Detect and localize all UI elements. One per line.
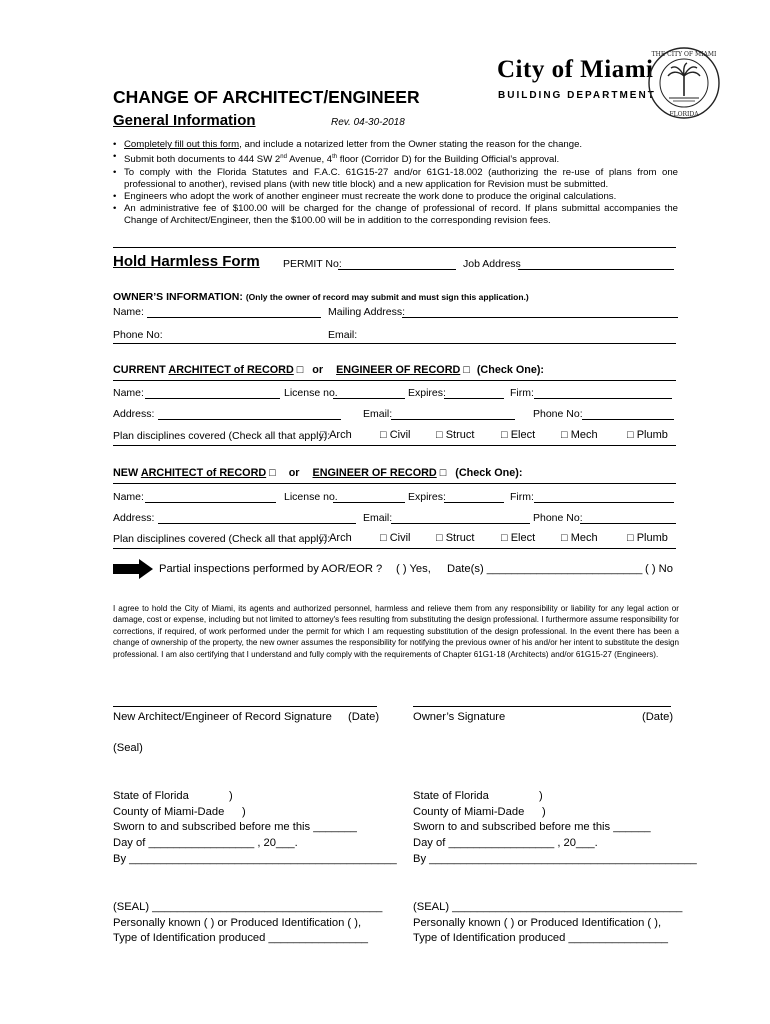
new-check-one: (Check One): [455, 467, 523, 479]
new-name-label: Name: [113, 491, 144, 503]
current-name-field[interactable] [145, 387, 280, 399]
checkbox-icon[interactable]: □ [296, 364, 304, 376]
new-name-field[interactable] [145, 491, 276, 503]
identification-line[interactable]: Personally known ( ) or Produced Identification ( ), [113, 916, 362, 929]
current-license-field[interactable] [333, 387, 405, 399]
permit-label: PERMIT No: [283, 258, 342, 270]
new-architect-signature-label: New Architect/Engineer of Record Signature [113, 711, 332, 723]
divider [113, 548, 676, 549]
divider [113, 483, 676, 484]
new-license-field[interactable] [333, 491, 405, 503]
owner-date-label: (Date) [642, 711, 674, 723]
current-email-field[interactable] [391, 408, 515, 420]
current-phone-label: Phone No: [533, 408, 583, 420]
current-plumb-checkbox[interactable]: □ Plumb [627, 429, 668, 441]
sworn-line[interactable]: Sworn to and subscribed before me this _______ [113, 821, 357, 834]
permit-field[interactable] [338, 258, 456, 270]
new-plumb-checkbox[interactable]: □ Plumb [627, 532, 668, 544]
current-phone-field[interactable] [582, 408, 674, 420]
new-address-label: Address: [113, 512, 155, 524]
new-or: or [288, 467, 300, 479]
by-line[interactable]: By ___________________________________________ [413, 852, 697, 865]
current-plan-disciplines-label: Plan disciplines covered (Check all that apply): [113, 430, 331, 442]
partial-no-option[interactable]: ( ) No [645, 563, 673, 575]
owner-email-label: Email: [328, 329, 358, 341]
partial-inspections-question: Partial inspections performed by AOR/EOR ? [159, 563, 383, 575]
identification-type-line[interactable]: Type of Identification produced ________________ [113, 932, 369, 945]
notary-seal-line[interactable]: (SEAL) _____________________________________ [413, 901, 683, 913]
current-struct-checkbox[interactable]: □ Struct [436, 429, 475, 441]
owner-note: (Only the owner of record may submit and must sign this application.) [245, 292, 529, 302]
new-plan-disciplines-label: Plan disciplines covered (Check all that apply): [113, 533, 331, 545]
city-seal-icon [647, 46, 721, 120]
current-firm-field[interactable] [534, 387, 672, 399]
current-prefix: CURRENT [113, 364, 166, 376]
fill-out-instruction: Completely fill out this form [124, 139, 240, 150]
new-license-label: License no. [284, 491, 338, 503]
new-civil-checkbox[interactable]: □ Civil [380, 532, 411, 544]
notary-block-right [413, 789, 697, 867]
paren: ) [542, 805, 546, 818]
list-item [113, 151, 678, 166]
list-item [113, 139, 678, 151]
current-check-one: (Check One): [476, 364, 545, 376]
submit-text-a: Submit both documents to 444 SW 2 [124, 154, 281, 166]
new-mech-checkbox[interactable]: □ Mech [561, 532, 598, 544]
sworn-line[interactable]: Sworn to and subscribed before me this ______ [413, 821, 651, 834]
owner-name-label: Name: [113, 306, 144, 318]
hold-harmless-heading: Hold Harmless Form [113, 253, 260, 270]
current-name-label: Name: [113, 387, 144, 399]
checkbox-icon[interactable]: □ [269, 467, 276, 479]
new-firm-label: Firm: [510, 491, 534, 503]
superscript: th [332, 154, 338, 161]
new-firm-field[interactable] [534, 491, 674, 503]
svg-text:THE CITY OF MIAMI: THE CITY OF MIAMI [651, 51, 717, 58]
current-architect-heading [113, 364, 544, 376]
notary-block-left [113, 789, 397, 867]
page-title: CHANGE OF ARCHITECT/ENGINEER [113, 87, 420, 107]
current-license-label: License no. [284, 387, 338, 399]
new-email-label: Email: [363, 512, 393, 524]
svg-text:FLORIDA: FLORIDA [669, 111, 699, 118]
revision-date: Rev. 04-30-2018 [331, 117, 405, 128]
divider [113, 380, 676, 381]
job-address-label: Job Address [463, 258, 521, 270]
divider [113, 445, 676, 446]
owner-name-field[interactable] [147, 306, 321, 318]
day-of-line[interactable]: Day of _________________ , 20___. [413, 837, 598, 850]
new-architect-signature-line[interactable] [113, 706, 377, 707]
new-struct-checkbox[interactable]: □ Struct [436, 532, 475, 544]
general-info-list [113, 139, 678, 228]
mailing-address-label: Mailing Address: [328, 306, 406, 318]
arrow-right-icon [113, 559, 153, 579]
owner-heading [113, 291, 529, 303]
job-address-field[interactable] [518, 258, 674, 270]
notary-seal-left [113, 900, 382, 947]
current-eng-label: ENGINEER OF RECORD [336, 364, 461, 376]
list-item: • To comply with the Florida Statutes and F.A.C. 61G15-27 and/or 61G1-18.002 (authorizing the re-use of plans from one professional to another), revised plans (with new title block) and a new application for Revision must be submitted. [113, 167, 678, 191]
current-arch-checkbox[interactable]: □ Arch [320, 429, 352, 441]
new-prefix: NEW [113, 467, 139, 479]
county-label: County of Miami-Dade [113, 805, 225, 818]
checkbox-icon[interactable]: □ [439, 467, 447, 479]
paren: ) [229, 790, 233, 802]
paren: ) [242, 805, 246, 818]
fill-out-rest: , and include a notarized letter from the Owner stating the reason for the change. [239, 139, 583, 150]
new-elect-checkbox[interactable]: □ Elect [501, 532, 536, 544]
owner-phone-email-line[interactable] [113, 343, 676, 344]
owner-heading-label: OWNER’S INFORMATION: [113, 291, 243, 303]
new-expires-field[interactable] [444, 491, 504, 503]
submit-text-b: Avenue, 4 [286, 154, 333, 166]
current-expires-field[interactable] [444, 387, 504, 399]
current-address-field[interactable] [158, 408, 341, 420]
notary-seal-line[interactable]: (SEAL) _____________________________________ [113, 901, 383, 913]
notary-seal-right [413, 900, 682, 947]
current-or: or [312, 364, 324, 376]
new-phone-label: Phone No: [533, 512, 583, 524]
partial-dates-field[interactable]: Date(s) _________________________ [447, 563, 643, 575]
state-label: State of Florida [113, 790, 189, 802]
list-item: • Engineers who adopt the work of another engineer must recreate the work done to produce the original calculations. [113, 191, 678, 203]
general-info-heading: General Information [113, 112, 256, 129]
paren: ) [539, 790, 543, 802]
new-architect-heading [113, 467, 522, 479]
seal-label: (Seal) [113, 742, 143, 754]
new-architect-date-label: (Date) [348, 711, 380, 723]
new-email-field[interactable] [391, 512, 530, 524]
by-line[interactable]: By ___________________________________________ [113, 852, 397, 865]
owner-phone-label: Phone No: [113, 329, 163, 341]
superscript: nd [280, 154, 287, 161]
current-address-label: Address: [113, 408, 155, 420]
hold-harmless-agreement: I agree to hold the City of Miami, its agents and authorized personnel, harmless and relieve them from any responsibility or liability for any legal action or damage, cost or expense, including but not limited to attorney's fees resulting from substituting the design professional. I furthermore assume responsibility for corrections, if required, of work performed under the permit for which I am requesting substitution of the design professional. In the event there has been a change of ownership of the property, the new owner assumes the responsibility for notifying the previous owner of his and/or her intent to substitute the design professional. I am also certifying that I understand and fully comply with the requirements of Chapter 61G1-18 (Architects) and/or 61G15-27 (Engineers). [113, 604, 679, 659]
partial-yes-option[interactable]: ( ) Yes, [396, 563, 431, 575]
new-eng-label: ENGINEER OF RECORD [312, 467, 437, 479]
county-label: County of Miami-Dade [413, 805, 525, 818]
current-mech-checkbox[interactable]: □ Mech [561, 429, 598, 441]
day-of-line[interactable]: Day of _________________ , 20___. [113, 837, 298, 850]
new-expires-label: Expires: [408, 491, 446, 503]
new-arch-label: ARCHITECT of RECORD [140, 467, 267, 479]
current-arch-label: ARCHITECT of RECORD [168, 364, 294, 376]
identification-line[interactable]: Personally known ( ) or Produced Identification ( ), [413, 916, 662, 929]
current-email-label: Email: [363, 408, 393, 420]
new-arch-checkbox[interactable]: □ Arch [320, 532, 352, 544]
state-label: State of Florida [413, 790, 489, 802]
list-item: • An administrative fee of $100.00 will be charged for the change of professional of record. If plans submittal accompanies the Change of Architect/Engineer, then the $100.00 will be in addition to the corresponding revision fees. [113, 203, 678, 227]
owner-signature-line[interactable] [413, 706, 671, 707]
mailing-address-field[interactable] [402, 306, 678, 318]
new-phone-field[interactable] [580, 512, 676, 524]
checkbox-icon[interactable]: □ [463, 364, 470, 376]
current-expires-label: Expires: [408, 387, 446, 399]
new-address-field[interactable] [158, 512, 356, 524]
building-department-label: BUILDING DEPARTMENT [498, 90, 656, 101]
current-civil-checkbox[interactable]: □ Civil [380, 429, 411, 441]
divider [113, 247, 676, 248]
city-of-miami-logo: City of Miami [497, 56, 654, 83]
current-firm-label: Firm: [510, 387, 534, 399]
identification-type-line[interactable]: Type of Identification produced ________________ [413, 932, 669, 945]
current-elect-checkbox[interactable]: □ Elect [501, 429, 536, 441]
owner-signature-label: Owner’s Signature [413, 711, 506, 723]
submit-text-c: floor (Corridor D) for the Building Official’s approval. [337, 154, 560, 166]
